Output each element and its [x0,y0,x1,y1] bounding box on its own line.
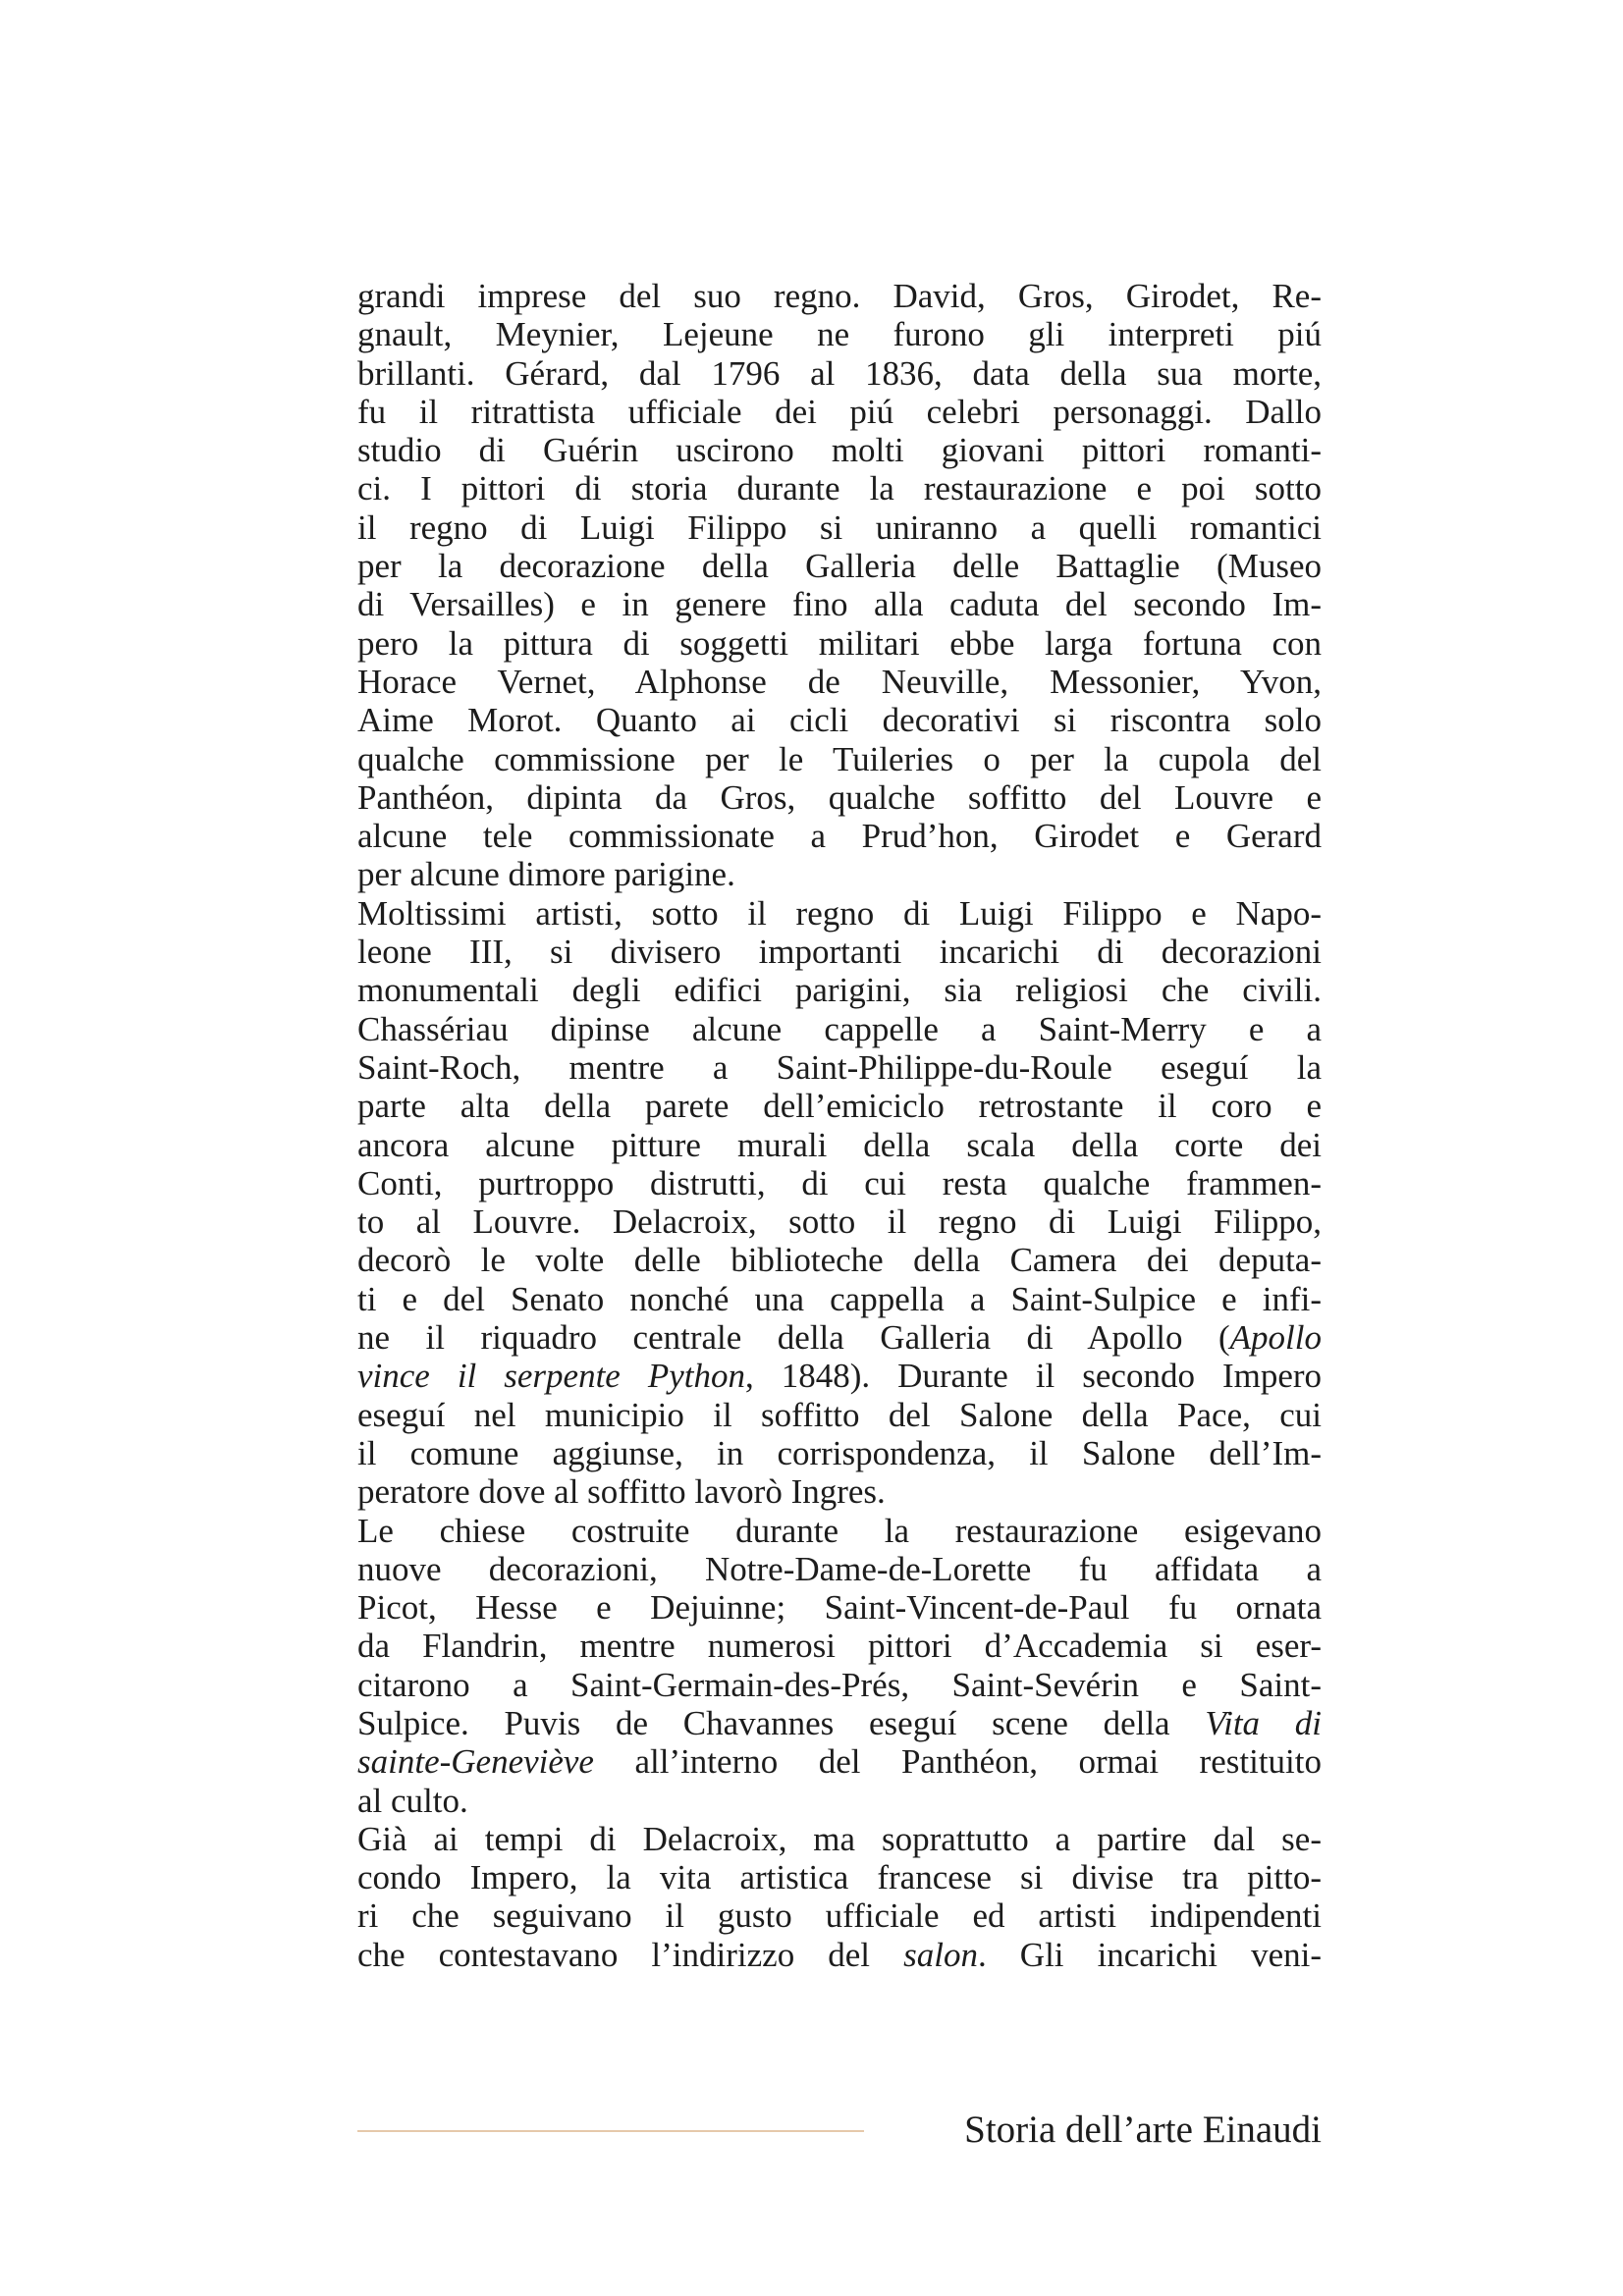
text-line: decorò le volte delle biblioteche della Camera dei deputa- [357,1241,1322,1280]
text-line: il regno di Luigi Filippo si uniranno a quelli romantici [357,507,1322,547]
text-line: studio di Guérin uscirono molti giovani pittori romanti- [357,431,1322,470]
text-line: Sulpice. Puvis de Chavannes eseguí scene della Vita di [357,1703,1322,1742]
text-line: di Versailles) e in genere fino alla caduta del secondo Im- [357,585,1322,624]
text-line: nuove decorazioni, Notre-Dame-de-Lorette fu affidata a [357,1549,1322,1588]
italic-title: Vita di [1205,1703,1322,1742]
text-line: ancora alcune pitture murali della scala della corte dei [357,1125,1322,1164]
text-line: da Flandrin, mentre numerosi pittori d’Accademia si eser- [357,1627,1322,1666]
italic-term: salon [903,1935,978,1974]
text-line: pero la pittura di soggetti militari ebbe larga fortuna con [357,623,1322,663]
text-line: Conti, purtroppo distrutti, di cui resta qualche frammen- [357,1163,1322,1202]
text-line: sainte-Geneviève all’interno del Panthéon, ormai restituito [357,1742,1322,1782]
text-line: Horace Vernet, Alphonse de Neuville, Messonier, Yvon, [357,662,1322,701]
text-line: to al Louvre. Delacroix, sotto il regno di Luigi Filippo, [357,1202,1322,1242]
text-line: ci. I pittori di storia durante la restaurazione e poi sotto [357,469,1322,508]
text-line: alcune tele commissionate a Prud’hon, Girodet e Gerard [357,817,1322,856]
text-line: Le chiese costruite durante la restaurazione esigevano [357,1511,1322,1550]
text-line: Panthéon, dipinta da Gros, qualche soffitto del Louvre e [357,777,1322,817]
text-line: fu il ritrattista ufficiale dei piú celebri personaggi. Dallo [357,392,1322,431]
text-line: ri che seguivano il gusto ufficiale ed artisti indipendenti [357,1896,1322,1936]
text-line: condo Impero, la vita artistica francese si divise tra pitto- [357,1858,1322,1897]
italic-title: Apollo [1229,1318,1322,1358]
text-line: peratore dove al soffitto lavorò Ingres. [357,1472,886,1512]
text-line: il comune aggiunse, in corrispondenza, il Salone dell’Im- [357,1433,1322,1472]
text-line: ti e del Senato nonché una cappella a Saint-Sulpice e infi- [357,1279,1322,1318]
text-line: gnault, Meynier, Lejeune ne furono gli interpreti piú [357,315,1322,354]
italic-title: vince il serpente Python [357,1357,745,1396]
text-line: Moltissimi artisti, sotto il regno di Luigi Filippo e Napo- [357,893,1322,933]
italic-title: sainte-Geneviève [357,1742,594,1782]
text-line: leone III, si divisero importanti incarichi di decorazioni [357,933,1322,972]
text-line: al culto. [357,1781,468,1820]
text-line: Picot, Hesse e Dejuinne; Saint-Vincent-de-Paul fu ornata [357,1588,1322,1628]
text-line: Saint-Roch, mentre a Saint-Philippe-du-Roule eseguí la [357,1047,1322,1087]
text-line: ne il riquadro centrale della Galleria di Apollo (Apollo [357,1318,1322,1358]
footer-divider [357,2130,864,2132]
text-line: che contestavano l’indirizzo del salon. Gli incarichi veni- [357,1935,1323,1974]
text-line: Già ai tempi di Delacroix, ma soprattutto a partire dal se- [357,1819,1322,1858]
text-line: Aime Morot. Quanto ai cicli decorativi si riscontra solo [357,701,1322,740]
text-line: monumentali degli edifici parigini, sia religiosi che civili. [357,971,1322,1010]
body-text [357,277,1322,1974]
text-line: per la decorazione della Galleria delle Battaglie (Museo [357,547,1322,586]
text-line: vince il serpente Python, 1848). Durante il secondo Impero [357,1357,1323,1396]
footer-title: Storia dell’arte Einaudi [964,2109,1322,2151]
text-line: parte alta della parete dell’emiciclo retrostante il coro e [357,1087,1322,1126]
text-line: Chassériau dipinse alcune cappelle a Saint-Merry e a [357,1009,1322,1048]
text-line: brillanti. Gérard, dal 1796 al 1836, data della sua morte, [357,353,1322,393]
text-line: citarono a Saint-Germain-des-Prés, Saint-Sevérin e Saint- [357,1665,1322,1704]
text-line: eseguí nel municipio il soffitto del Salone della Pace, cui [357,1395,1322,1434]
text-line: grandi imprese del suo regno. David, Gros, Girodet, Re- [357,277,1322,315]
text-line: per alcune dimore parigine. [357,855,735,894]
text-line: qualche commissione per le Tuileries o per la cupola del [357,739,1322,778]
